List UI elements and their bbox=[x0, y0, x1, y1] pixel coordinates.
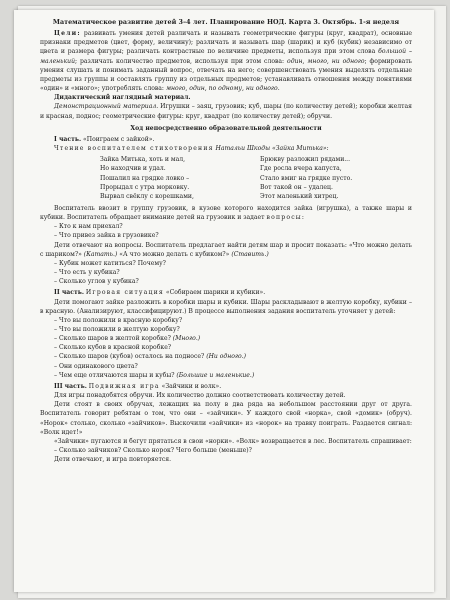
poem-line: Пошалил на грядке ловко – bbox=[100, 174, 190, 182]
materials-paragraph: Демонстрационный материал. Игрушки – заяц, грузовик; куб, шары (по количеству детей); коробки желтая и красная, поднос; геометрические фигуры: круг, квадрат (по количеству детей); обручи. bbox=[40, 103, 412, 120]
part3-paragraph-1: Для игры понадобятся обручи. Их количество должно соответствовать количеству детей. bbox=[54, 392, 346, 400]
part1-heading: I часть. «Поиграем с зайкой». bbox=[54, 135, 155, 143]
question-line: – Сколько углов у кубика? bbox=[54, 278, 139, 286]
part3-heading: III часть. Подвижная игра «Зайчики и волк». bbox=[54, 382, 222, 390]
part2-paragraph: Дети помогают зайке разложить в коробки шары и кубики. Шары раскладывают в желтую коробку, кубики – в красную. (Анализируют, классифицируют.) В процессе выполнения задания воспитатель уточняет у детей: bbox=[40, 298, 412, 315]
part3-paragraph-2: Дети стоят в своих обручах, лежащих на полу в два ряда на небольшом расстоянии друг от друга. Воспитатель говорит ребятам о том, что они – «зайчики». У каждого свой «норка», свой «домик» (обруч). «Норок» столько, сколько «зайчиков». Выскочили «зайчики» из «норок» на травку поиграть. Раздается сигнал: «Волк идет!» bbox=[40, 401, 412, 436]
activity-heading: Ход непосредственно образовательной деятельности bbox=[130, 124, 322, 132]
poem-column-right bbox=[260, 155, 380, 201]
part1-paragraph-2: Дети отвечают на вопросы. Воспитатель предлагает найти детям шар и просит показать: «Что можно делать с шариком?» (Катать.) «А что можно делать с кубиком?» (Ставить.) bbox=[40, 241, 412, 258]
question-line: – Они одинакового цвета? bbox=[54, 362, 138, 370]
question-line: – Чем еще отличаются шары и кубы? (Большие и маленькие.) bbox=[54, 371, 255, 379]
poem-line: Этот маленький хитрец. bbox=[260, 192, 339, 200]
poem-line: Где росла вчера капуста, bbox=[260, 165, 342, 173]
part3-paragraph-4: Дети отвечают, и игра повторяется. bbox=[54, 456, 172, 464]
question-line: – Сколько шаров (кубов) осталось на подносе? (Ни одного.) bbox=[54, 353, 247, 361]
poem bbox=[100, 155, 412, 201]
goals-label: Цели: bbox=[54, 30, 81, 38]
poem-line: Вот такой он – удалец. bbox=[260, 183, 333, 191]
question-line: – Что есть у кубика? bbox=[54, 269, 120, 277]
question-line: – Кубик может катиться? Почему? bbox=[54, 259, 166, 267]
poem-line: Но находчив и удал. bbox=[100, 165, 166, 173]
poem-line: Вырвал свёклу с корешками, bbox=[100, 192, 194, 200]
materials-heading: Дидактический наглядный материал. bbox=[54, 94, 191, 102]
question-line: – Что привез зайка в грузовике? bbox=[54, 232, 159, 240]
question-line: – Сколько кубов в красной коробке? bbox=[54, 344, 172, 352]
poem-line: Зайка Митька, хоть и мал, bbox=[100, 156, 186, 164]
poem-column-left bbox=[100, 155, 220, 201]
document-page bbox=[14, 10, 434, 592]
page-content bbox=[40, 18, 412, 464]
question-line: – Что вы положили в желтую коробку? bbox=[54, 326, 180, 333]
part1-paragraph-1: Воспитатель ввозит в группу грузовик, в кузове которого находится зайка (игрушка), а также шары и кубики. Воспитатель обращает внимание детей на грузовик и задает вопросы: bbox=[40, 204, 412, 222]
part2-heading: II часть. Игровая ситуация «Собираем шарики и кубики». bbox=[54, 289, 266, 297]
question-line: – Кто к нам приехал? bbox=[54, 223, 123, 231]
goals-paragraph: Цели: развивать умения детей различать и называть геометрические фигуры (круг, квадрат), основные признаки предметов (цвет, форму, величину); различать и называть шар (шарик) и куб (кубик) независимо от цвета и размера фигуры; различать контрастные по величине предметы, используя при этом слова большой – маленький; различать количество предметов, используя при этом слова: один, много, ни одного; формировать умения слушать и понимать заданный вопрос, отвечать на него; совершенствовать умения выделять отдельные предметы из группы и составлять группу из отдельных предметов; устанавливать отношения между понятиями «один» и «много»; употреблять слова: много, один, по одному, ни одного. bbox=[40, 30, 413, 93]
page-title: Математическое развитие детей 3–4 лет. Планирование НОД. Карта 3. Октябрь. 1-я неделя bbox=[52, 18, 400, 26]
part3-paragraph-3: «Зайчики» пугаются и бегут прятаться в свои «норки». «Волк» возвращается в лес. Воспитатель спрашивает: bbox=[54, 437, 412, 445]
question-line: – Сколько зайчиков? Сколько норок? Чего больше (меньше)? bbox=[54, 447, 252, 455]
poem-intro: Чтение воспитателем стихотворения Натальи Шкоды «Зайка Митька»: bbox=[54, 145, 329, 153]
question-line: – Сколько шаров в желтой коробке? (Много.) bbox=[54, 335, 201, 343]
question-line: – Что вы положили в красную коробку? bbox=[54, 316, 183, 324]
poem-line: Стало вмиг на грядке пусто. bbox=[260, 174, 353, 182]
poem-line: Брюкву разложил рядами... bbox=[260, 156, 351, 164]
poem-line: Прорыдал с утра морковку. bbox=[100, 183, 190, 191]
